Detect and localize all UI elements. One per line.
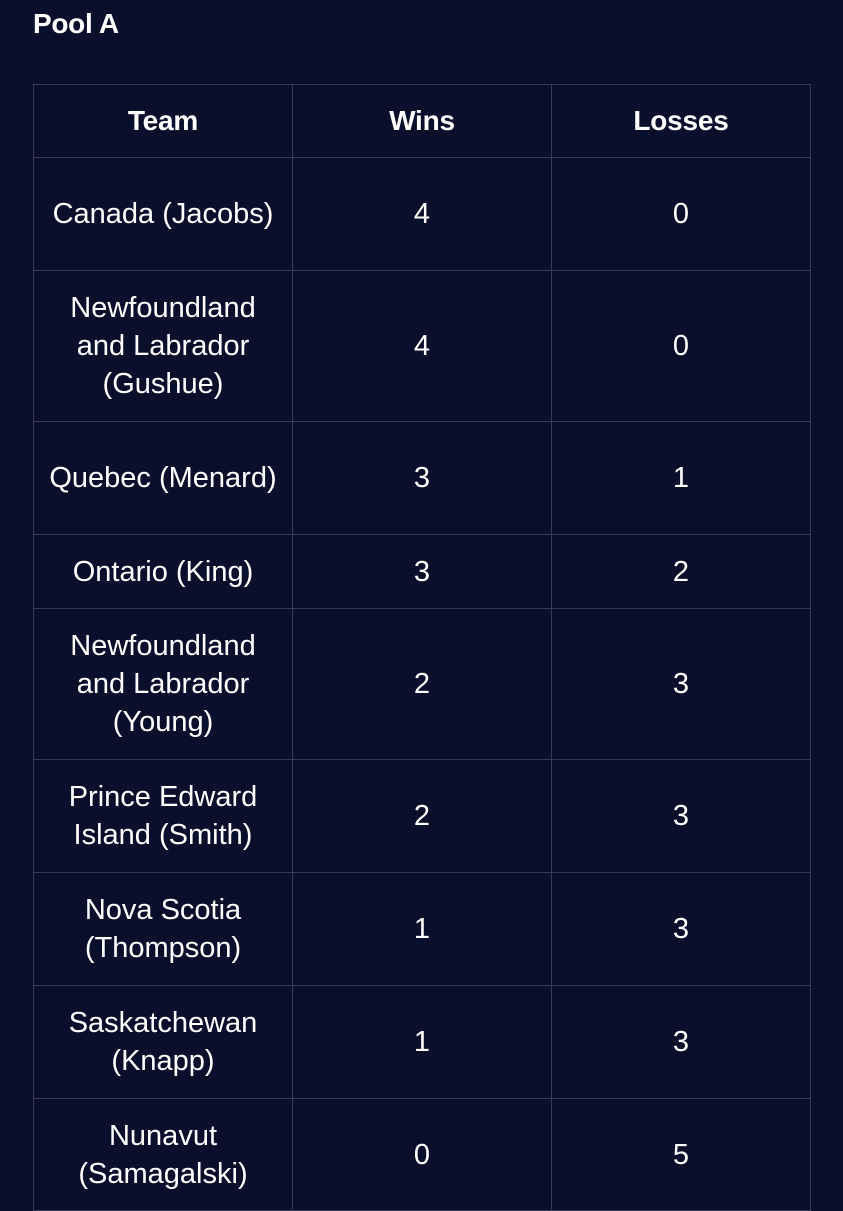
wins-cell: 1 — [293, 986, 552, 1099]
wins-cell: 1 — [293, 873, 552, 986]
pool-title: Pool A — [33, 8, 119, 39]
losses-cell: 3 — [552, 873, 811, 986]
table-row — [34, 1099, 811, 1211]
losses-cell: 5 — [552, 1099, 811, 1211]
wins-cell: 4 — [293, 158, 552, 271]
table-row — [34, 873, 811, 986]
wins-cell: 4 — [293, 271, 552, 422]
losses-cell: 3 — [552, 760, 811, 873]
table-row — [34, 158, 811, 271]
table-row — [34, 271, 811, 422]
team-name-cell: Saskatchewan (Knapp) — [34, 986, 293, 1099]
table-header-row — [34, 85, 811, 158]
wins-cell: 2 — [293, 609, 552, 760]
losses-cell: 0 — [552, 158, 811, 271]
column-header-team: Team — [34, 85, 293, 158]
wins-cell: 3 — [293, 535, 552, 609]
team-name-cell: Nova Scotia (Thompson) — [34, 873, 293, 986]
column-header-wins: Wins — [293, 85, 552, 158]
standings-table — [33, 84, 811, 1211]
losses-cell: 1 — [552, 422, 811, 535]
table-row — [34, 535, 811, 609]
losses-cell: 3 — [552, 609, 811, 760]
losses-cell: 3 — [552, 986, 811, 1099]
table-row — [34, 986, 811, 1099]
table-row — [34, 609, 811, 760]
team-name-cell: Nunavut (Samagalski) — [34, 1099, 293, 1211]
wins-cell: 3 — [293, 422, 552, 535]
team-name-cell: Ontario (King) — [34, 535, 293, 609]
losses-cell: 2 — [552, 535, 811, 609]
losses-cell: 0 — [552, 271, 811, 422]
team-name-cell: Prince Edward Island (Smith) — [34, 760, 293, 873]
team-name-cell: Quebec (Menard) — [34, 422, 293, 535]
team-name-cell: Canada (Jacobs) — [34, 158, 293, 271]
wins-cell: 2 — [293, 760, 552, 873]
wins-cell: 0 — [293, 1099, 552, 1211]
table-row — [34, 422, 811, 535]
table-row — [34, 760, 811, 873]
team-name-cell: Newfoundland and Labrador (Young) — [34, 609, 293, 760]
column-header-losses: Losses — [552, 85, 811, 158]
team-name-cell: Newfoundland and Labrador (Gushue) — [34, 271, 293, 422]
